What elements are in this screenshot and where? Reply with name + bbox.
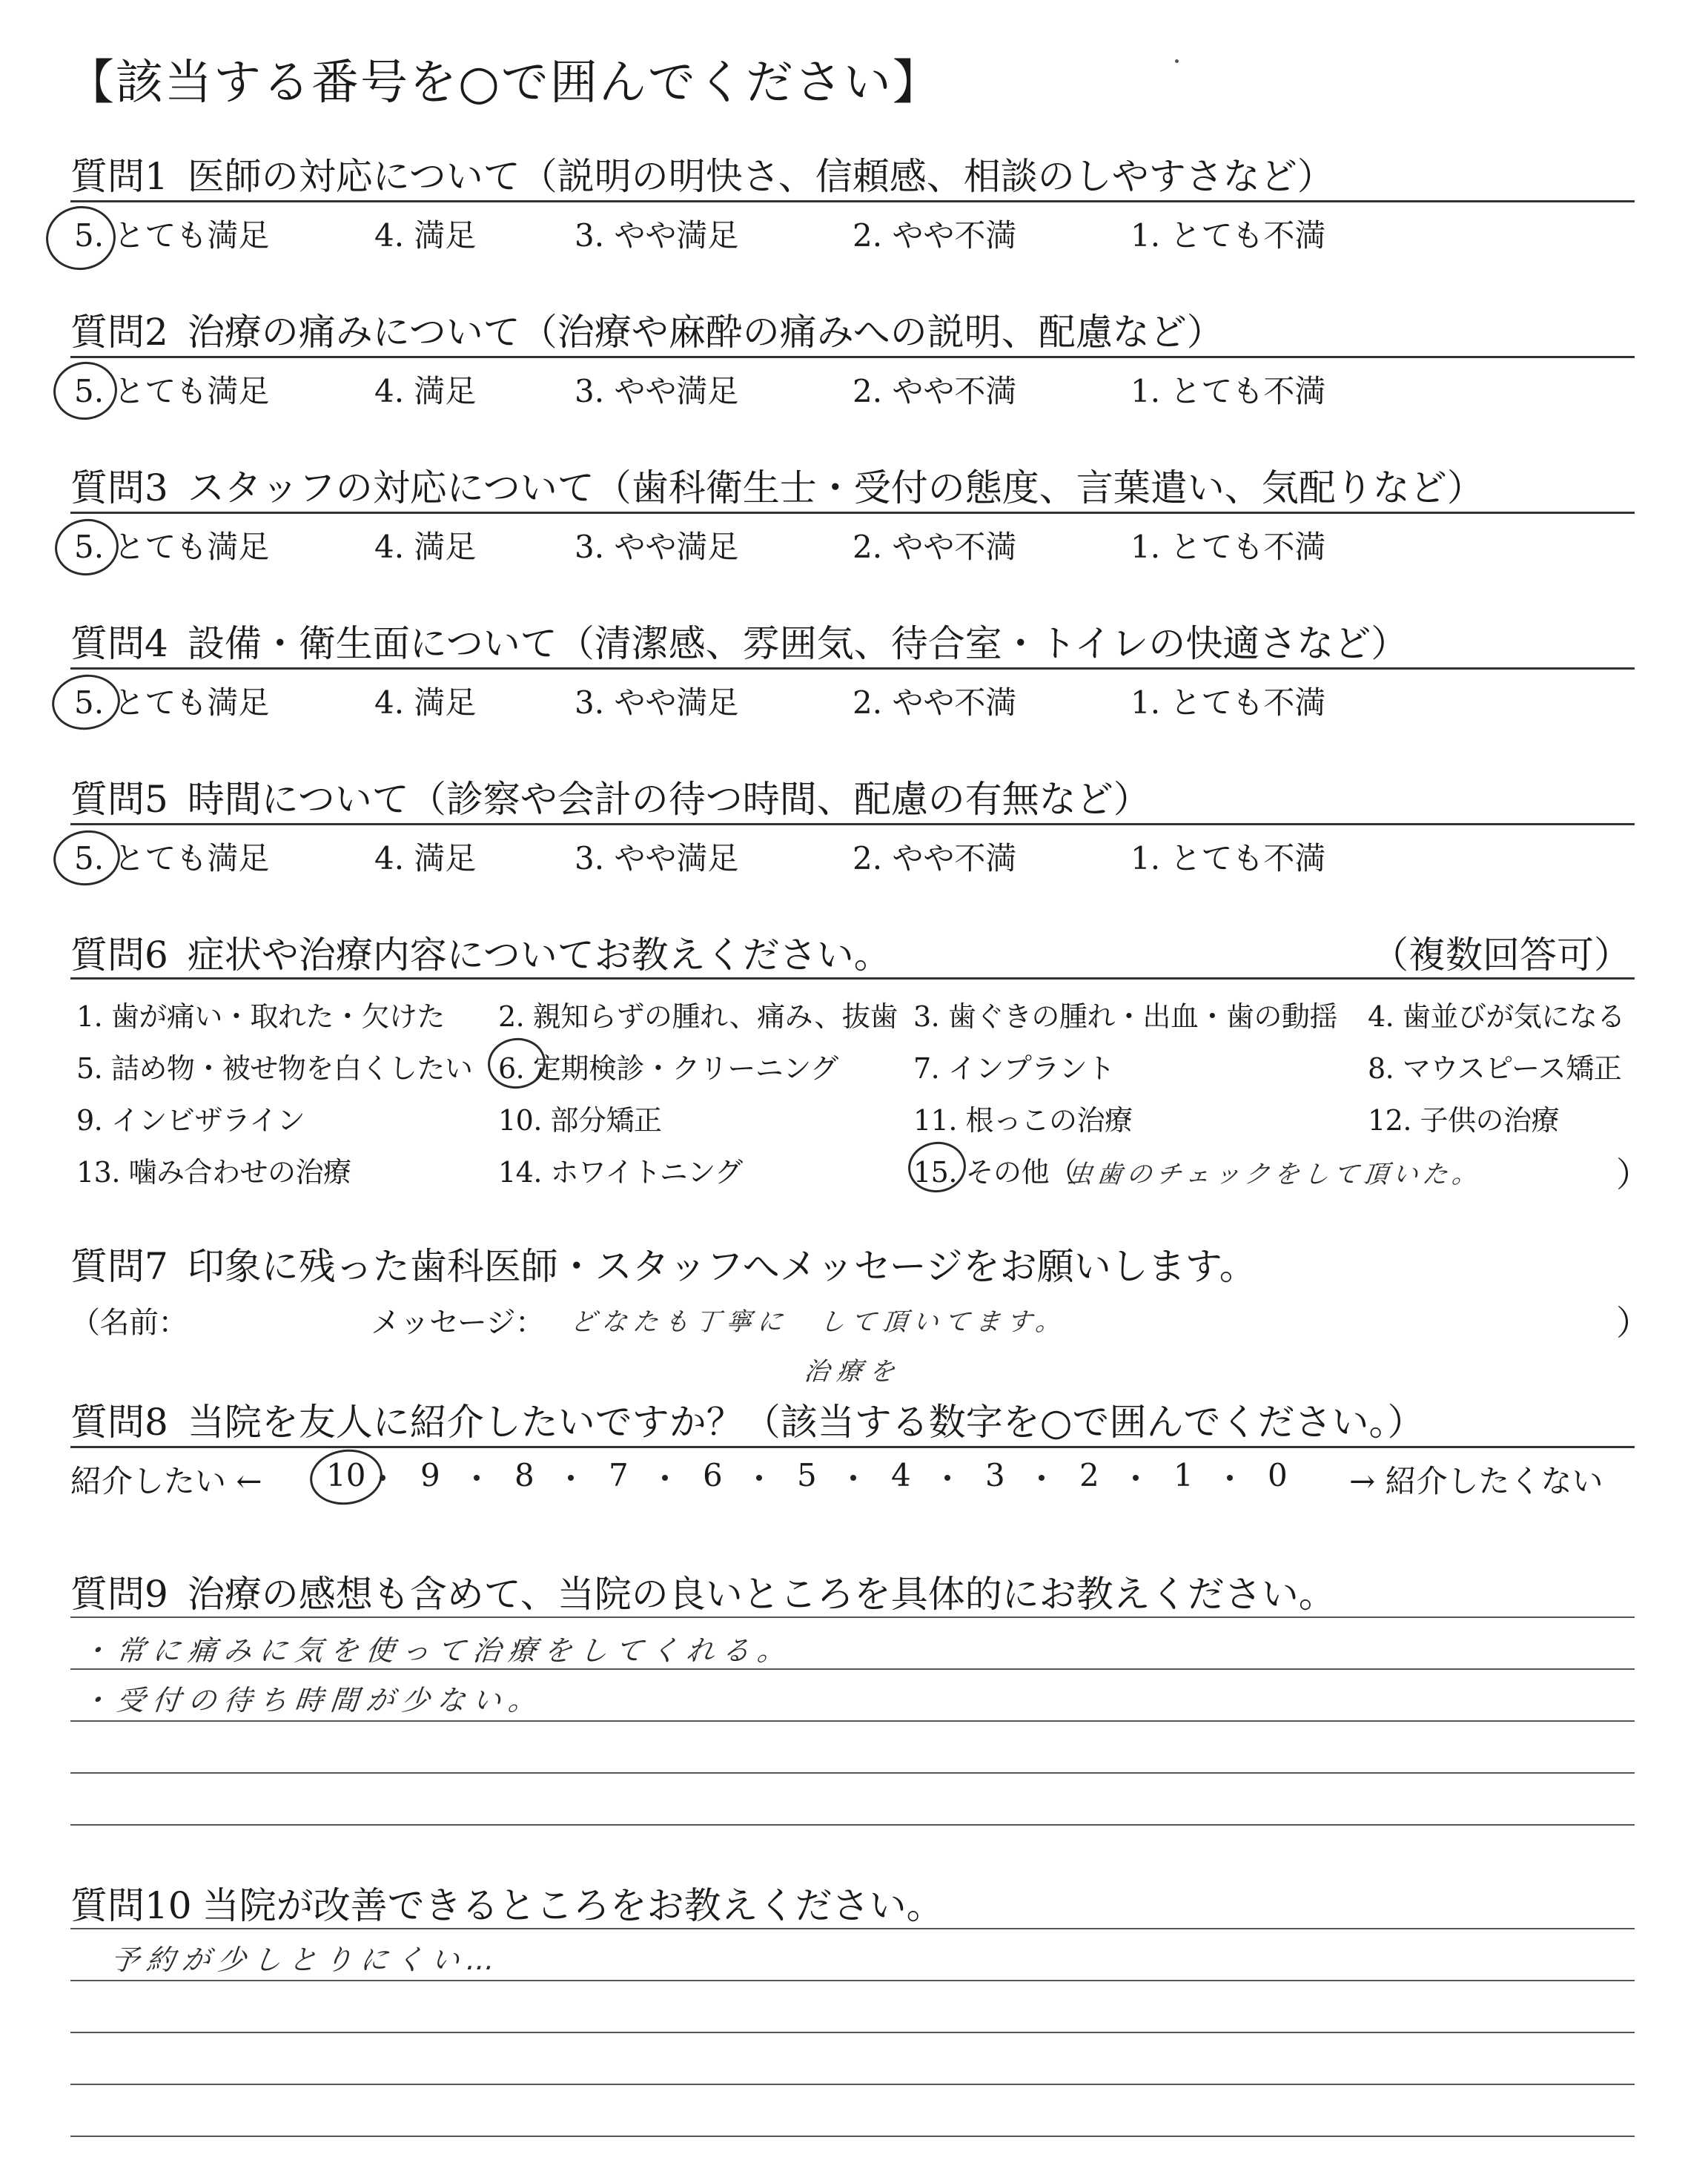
q2-option-3[interactable]: 3. やや満足 [575,373,739,409]
scale-separator-dot [380,1475,385,1481]
name-label: （名前： [70,1306,188,1340]
question-6-text: 症状や治療内容についてお教えください。 [187,934,891,977]
question-4-number: 質問4 [70,622,168,665]
question-9-text: 治療の感想も含めて、当院の良いところを具体的にお教えください。 [187,1573,1336,1616]
question-1-text: 医師の対応について（説明の明快さ、信頼感、相談のしやすさなど） [187,155,1334,198]
q9-line-5 [70,1824,1635,1826]
q1-option-3[interactable]: 3. やや満足 [575,217,739,254]
scale-option-8[interactable]: 8 [514,1457,534,1493]
q6-item-8[interactable]: 8. マウスピース矯正 [1368,1052,1622,1085]
scale-separator-dot [1133,1475,1139,1481]
question-8-title [70,1393,1424,1446]
q2-option-4[interactable]: 4. 満足 [374,373,477,409]
q6-item-4[interactable]: 4. 歯並びが気になる [1368,1000,1625,1033]
question-7-number: 質問7 [70,1245,168,1288]
q10-line-2 [70,1980,1635,1981]
recommend-left-label: 紹介したい ← [70,1463,262,1499]
question-6-title [70,925,891,979]
question-10-number: 質問10 [70,1884,192,1927]
q5-option-3[interactable]: 3. やや満足 [575,840,739,876]
q10-answer-1: 予約が少しとりにくい… [109,1943,504,1976]
q5-option-2[interactable]: 2. やや不満 [853,840,1017,876]
scale-option-6[interactable]: 6 [703,1457,723,1493]
q6-item-12[interactable]: 12. 子供の治療 [1368,1104,1560,1137]
question-1-rule [70,200,1635,202]
q6-item-5[interactable]: 5. 詰め物・被せ物を白くしたい [76,1052,473,1085]
question-8-rule [70,1446,1635,1448]
scale-option-2[interactable]: 2 [1079,1457,1099,1493]
q6-item-15[interactable]: 15. その他（ [913,1156,1077,1189]
q10-line-5 [70,2136,1635,2137]
question-5-rule [70,823,1635,825]
question-1-number: 質問1 [70,155,168,198]
question-3-number: 質問3 [70,466,168,509]
q3-option-4[interactable]: 4. 満足 [374,529,477,565]
question-7-title [70,1237,1257,1290]
q4-option-1[interactable]: 1. とても不満 [1131,684,1326,721]
question-6-number: 質問6 [70,934,168,977]
scale-option-4[interactable]: 4 [891,1457,911,1493]
stray-mark [1175,59,1179,63]
q6-item-7[interactable]: 7. インプラント [913,1052,1115,1085]
scale-option-0[interactable]: 0 [1268,1457,1288,1493]
q9-line-3 [70,1720,1635,1722]
q9-line-4 [70,1772,1635,1774]
question-10-title [70,1876,944,1929]
form-header: 【該当する番号を○で囲んでください】 [67,56,941,110]
q6-item-3[interactable]: 3. 歯ぐきの腫れ・出血・歯の動揺 [913,1000,1337,1033]
q2-option-1[interactable]: 1. とても不満 [1131,373,1326,409]
q10-line-1 [70,1928,1635,1929]
q5-option-1[interactable]: 1. とても不満 [1131,840,1326,876]
q10-line-3 [70,2032,1635,2033]
recommend-right-label: → 紹介したくない [1349,1463,1603,1499]
scale-option-10[interactable]: 10 [326,1457,366,1493]
q6-other-close-paren: ） [1616,1155,1650,1195]
question-8-number: 質問8 [70,1401,168,1444]
question-4-rule [70,667,1635,670]
question-9-number: 質問9 [70,1573,168,1616]
question-5-number: 質問5 [70,778,168,821]
q6-item-10[interactable]: 10. 部分矯正 [498,1104,662,1137]
scale-option-7[interactable]: 7 [609,1457,629,1493]
message-handwritten: どなたも丁寧に して頂いてます。 [569,1307,1069,1337]
question-3-text: スタッフの対応について（歯科衛生士・受付の態度、言葉遣い、気配りなど） [187,466,1484,509]
q6-item-13[interactable]: 13. 噛み合わせの治療 [76,1156,351,1189]
q5-option-5[interactable]: 5. とても満足 [74,840,270,876]
q4-option-4[interactable]: 4. 満足 [374,684,477,721]
scale-separator-dot [756,1475,762,1481]
q10-line-4 [70,2084,1635,2085]
q1-option-4[interactable]: 4. 満足 [374,217,477,254]
q1-option-2[interactable]: 2. やや不満 [853,217,1017,254]
q3-option-2[interactable]: 2. やや不満 [853,529,1017,565]
q4-option-5[interactable]: 5. とても満足 [74,684,270,721]
q1-option-1[interactable]: 1. とても不満 [1131,217,1326,254]
q3-option-3[interactable]: 3. やや満足 [575,529,739,565]
scale-option-9[interactable]: 9 [420,1457,440,1493]
q6-item-1[interactable]: 1. 歯が痛い・取れた・欠けた [76,1000,445,1033]
question-5-title [70,770,1151,823]
scale-separator-dot [662,1475,668,1481]
question-3-rule [70,512,1635,514]
message-close-paren: ） [1616,1303,1650,1343]
q9-line-1 [70,1616,1635,1618]
scale-option-1[interactable]: 1 [1174,1457,1194,1493]
question-6-rule [70,977,1635,980]
question-2-rule [70,356,1635,358]
question-4-text: 設備・衛生面について（清潔感、雰囲気、待合室・トイレの快適さなど） [187,622,1409,665]
q4-option-2[interactable]: 2. やや不満 [853,684,1017,721]
q3-option-5[interactable]: 5. とても満足 [74,529,270,565]
question-2-title [70,303,1224,356]
message-label: メッセージ： [371,1306,545,1340]
question-4-title [70,614,1408,667]
q6-item-11[interactable]: 11. 根っこの治療 [913,1104,1133,1137]
question-9-title [70,1565,1336,1618]
q6-item-6[interactable]: 6. 定期検診・クリーニング [498,1052,838,1085]
scale-separator-dot [568,1475,574,1481]
q2-option-2[interactable]: 2. やや不満 [853,373,1017,409]
q6-item-9[interactable]: 9. インビザライン [76,1104,305,1137]
q4-option-3[interactable]: 3. やや満足 [575,684,739,721]
q9-answer-2: ・受付の待ち時間が少ない。 [79,1684,546,1717]
question-2-text: 治療の痛みについて（治療や麻酔の痛みへの説明、配慮など） [187,311,1224,354]
question-10-text: 当院が改善できるところをお教えください。 [202,1884,944,1927]
q9-answer-1: ・常に痛みに気を使って治療をしてくれる。 [79,1634,795,1667]
q5-option-4[interactable]: 4. 満足 [374,840,477,876]
multiple-answers-note: （複数回答可） [1371,934,1631,977]
question-1-title [70,147,1334,200]
q2-option-5[interactable]: 5. とても満足 [74,373,270,409]
question-3-title [70,458,1484,512]
q9-line-2 [70,1668,1635,1670]
message-insert-handwritten: 治療を [802,1357,904,1387]
q6-item-14[interactable]: 14. ホワイトニング [498,1156,743,1189]
scale-separator-dot [850,1475,856,1481]
q3-option-1[interactable]: 1. とても不満 [1131,529,1326,565]
question-2-number: 質問2 [70,311,168,354]
q6-other-handwritten: 虫歯のチェックをして頂いた。 [1065,1160,1483,1189]
scale-separator-dot [474,1475,480,1481]
scale-separator-dot [1227,1475,1233,1481]
question-7-text: 印象に残った歯科医師・スタッフへメッセージをお願いします。 [187,1245,1257,1288]
scale-option-3[interactable]: 3 [985,1457,1005,1493]
scale-separator-dot [944,1475,950,1481]
scale-separator-dot [1039,1475,1045,1481]
scale-option-5[interactable]: 5 [797,1457,817,1493]
question-5-text: 時間について（診察や会計の待つ時間、配慮の有無など） [187,778,1151,821]
q1-option-5[interactable]: 5. とても満足 [74,217,270,254]
scale-selected-circle [306,1445,385,1510]
question-8-text: 当院を友人に紹介したいですか？（該当する数字を○で囲んでください。） [187,1401,1425,1444]
q6-item-2[interactable]: 2. 親知らずの腫れ、痛み、抜歯 [498,1000,898,1033]
